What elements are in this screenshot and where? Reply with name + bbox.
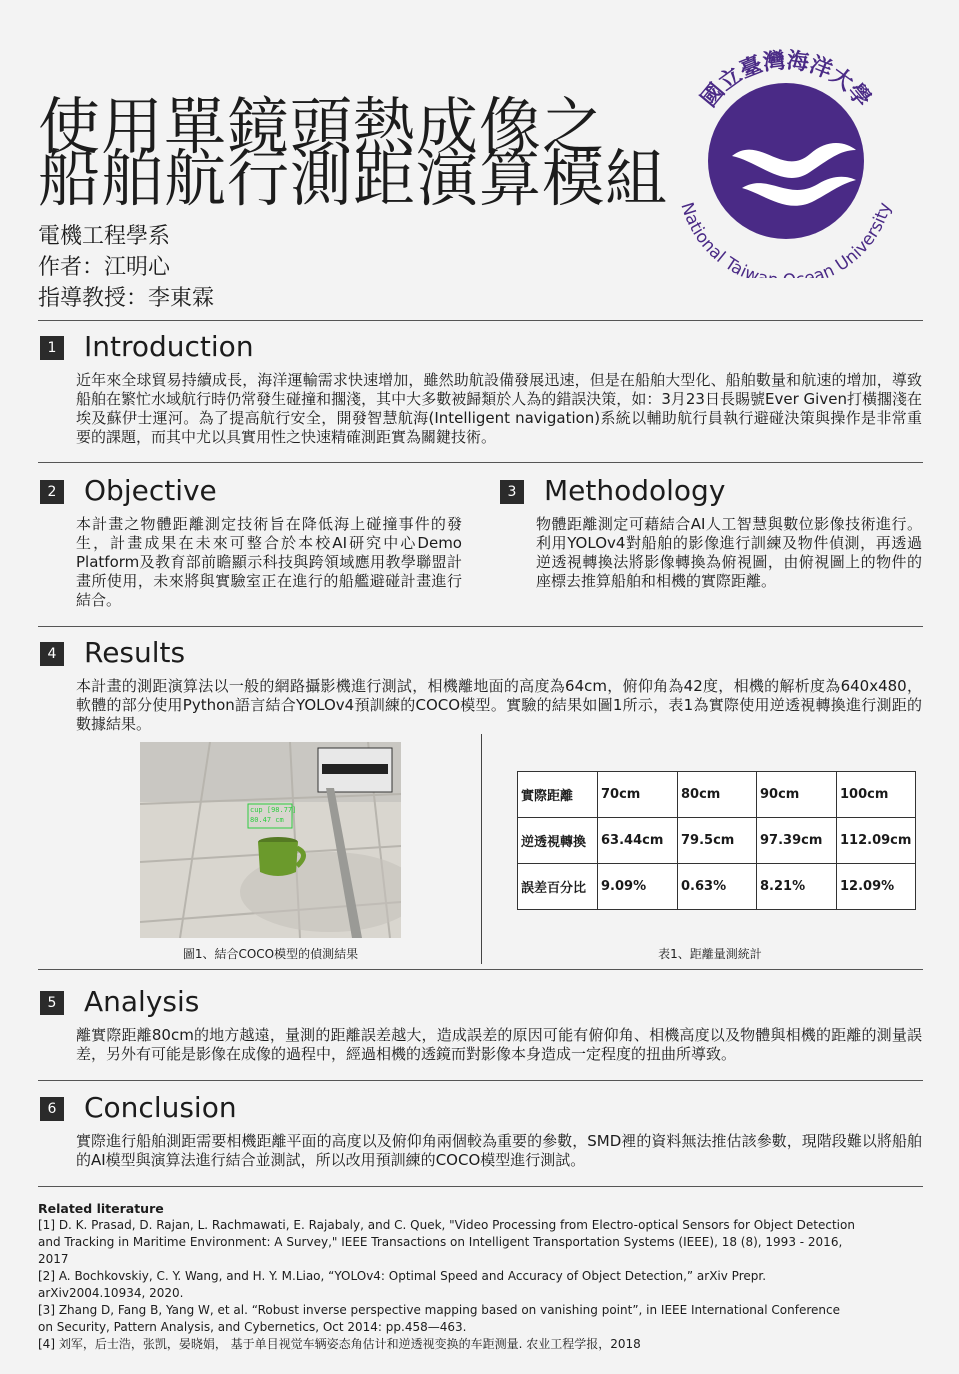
conclusion-text: 實際進行船舶測距需要相機距離平面的高度以及俯仰角兩個較為重要的參數，SMD裡的資料無法推估該參數，現階段難以將船舶的AI模型與演算法進行結合並測試，所以改用預訓練的COCO模型進行測試。	[76, 1132, 922, 1169]
logo-name-en: National Taiw an University	[676, 200, 896, 278]
divider	[38, 1186, 923, 1187]
divider	[38, 626, 923, 627]
divider	[38, 462, 923, 463]
university-seal-icon	[660, 38, 910, 278]
table-cell: 90cm	[757, 772, 837, 818]
table-cell: 實際距離	[518, 772, 598, 818]
analysis-text: 離實際距離80cm的地方越遠，量測的距離誤差越大，造成誤差的原因可能有俯仰角、相機高度以及物體與相機的距離的測量誤差，另外有可能是影像在成像的過程中，經過相機的透鏡而對影像本身造成一定程度的扭曲所導致。	[76, 1026, 922, 1063]
table-cell: 70cm	[598, 772, 678, 818]
section-number-analysis: 5	[40, 991, 64, 1015]
reference-item: [4] 刘军，后士浩，张凯，晏晓娟， 基于单目视觉车辆姿态角估计和逆透视变换的车距测量. 农业工程学报，2018	[38, 1337, 641, 1351]
table-cell: 97.39cm	[757, 818, 837, 864]
section-number-conclusion: 6	[40, 1097, 64, 1121]
reference-item: [3] Zhang D, Fang B, Yang W, et al. “Robust inverse perspective mapping based on vanishing point”, in IEEE International Conference on Security, Pattern Analysis, and Cybernetics, Oct 2014: pp.458—463.	[38, 1303, 840, 1334]
introduction-text: 近年來全球貿易持續成長，海洋運輸需求快速增加，雖然助航設備發展迅速，但是在船舶大型化、船舶數量和航速的增加，導致船舶在繁忙水域航行時仍常發生碰撞和擱淺，其中大多數被歸類於人為的錯誤決策，如：3月23日長賜號Ever Given打橫擱淺在埃及蘇伊士運河。為了提高航行安全，開發智慧航海(Intelligent navigation)系統以輔助航行員執行避碰決策與操作是非常重要的課題，而其中尤以具實用性之快速精確測距實為關鍵技術。	[76, 371, 922, 446]
results-text: 本計畫的測距演算法以一般的網路攝影機進行測試，相機離地面的高度為64cm，俯仰角為42度，相機的解析度為640x480，軟體的部分使用Python語言結合YOLOv4預訓練的COCO模型。實驗的結果如圖1所示，表1為實際使用逆透視轉換進行測距的數據結果。	[76, 677, 922, 733]
table-cell: 9.09%	[598, 864, 678, 910]
references-heading: Related literature	[38, 1201, 164, 1216]
section-title-conclusion: Conclusion	[84, 1091, 237, 1124]
section-number-introduction: 1	[40, 336, 64, 360]
poster-title-line-1: 使用單鏡頭熱成像之	[38, 90, 606, 163]
university-logo	[660, 38, 910, 278]
section-number-methodology: 3	[500, 480, 524, 504]
distance-measurement-table	[517, 771, 916, 910]
table-cell: 0.63%	[678, 864, 757, 910]
detection-distance-label: 80.47 cm	[250, 816, 284, 824]
author: 作者：江明心	[38, 255, 171, 280]
advisor: 指導教授：李東霖	[38, 286, 215, 311]
table-cell: 誤差百分比	[518, 864, 598, 910]
column-divider	[481, 734, 482, 964]
reference-item: [2] A. Bochkovskiy, C. Y. Wang, and H. Y. M.Liao, “YOLOv4: Optimal Speed and Accuracy of Object Detection,” arXiv Prepr. arXiv2004.10934, 2020.	[38, 1269, 767, 1300]
section-number-objective: 2	[40, 480, 64, 504]
section-number-results: 4	[40, 642, 64, 666]
objective-text: 本計畫之物體距離測定技術旨在降低海上碰撞事件的發生，計畫成果在未來可整合於本校AI研究中心Demo Platform及教育部前瞻顯示科技與跨領域應用教學聯盟計畫所使用，未來將與實驗室正在進行的船艦避碰計畫進行結合。	[76, 515, 462, 609]
divider	[38, 320, 923, 321]
table-cell: 63.44cm	[598, 818, 678, 864]
section-title-analysis: Analysis	[84, 985, 200, 1018]
section-title-results: Results	[84, 636, 186, 669]
table-cell: 79.5cm	[678, 818, 757, 864]
distance-table-container	[517, 771, 916, 910]
section-title-objective: Objective	[84, 474, 217, 507]
references	[38, 1200, 858, 1353]
department: 電機工程學系	[38, 224, 171, 249]
section-title-methodology: Methodology	[544, 474, 726, 507]
divider	[38, 1080, 923, 1081]
table-cell: 12.09%	[837, 864, 916, 910]
table-1-caption: 表1、距離量測統計	[658, 947, 762, 961]
detection-result-photo	[140, 742, 401, 938]
table-cell: 8.21%	[757, 864, 837, 910]
section-title-introduction: Introduction	[84, 330, 254, 363]
divider	[38, 969, 923, 970]
table-cell: 100cm	[837, 772, 916, 818]
logo-name-zh: 國立臺灣海洋大學	[696, 48, 876, 113]
poster-title-line-2: 船舶航行測距演算模組	[38, 142, 669, 215]
reference-item: [1] D. K. Prasad, D. Rajan, L. Rachmawati, E. Rajabaly, and C. Quek, "Video Processing from Electro-optical Sensors for Object Detection and Tracking in Maritime Environment: A Survey," IEEE Transactions on Intelligent Transportation Systems (IEEE), 18 (8), 1993 - 2016, 2017	[38, 1218, 855, 1266]
figure-1-caption: 圖1、結合COCO模型的偵測結果	[182, 947, 359, 961]
table-row	[518, 818, 916, 864]
detection-class-label: cup [98.77]	[250, 806, 297, 814]
table-row	[518, 864, 916, 910]
table-cell: 112.09cm	[837, 818, 916, 864]
table-cell: 逆透視轉換	[518, 818, 598, 864]
table-cell: 80cm	[678, 772, 757, 818]
table-row	[518, 772, 916, 818]
methodology-text: 物體距離測定可藉結合AI人工智慧與數位影像技術進行。利用YOLOv4對船舶的影像進行訓練及物件偵測，再透過逆透視轉換法將影像轉換為俯視圖，由俯視圖上的物件的座標去推算船舶和相機的實際距離。	[536, 515, 922, 590]
